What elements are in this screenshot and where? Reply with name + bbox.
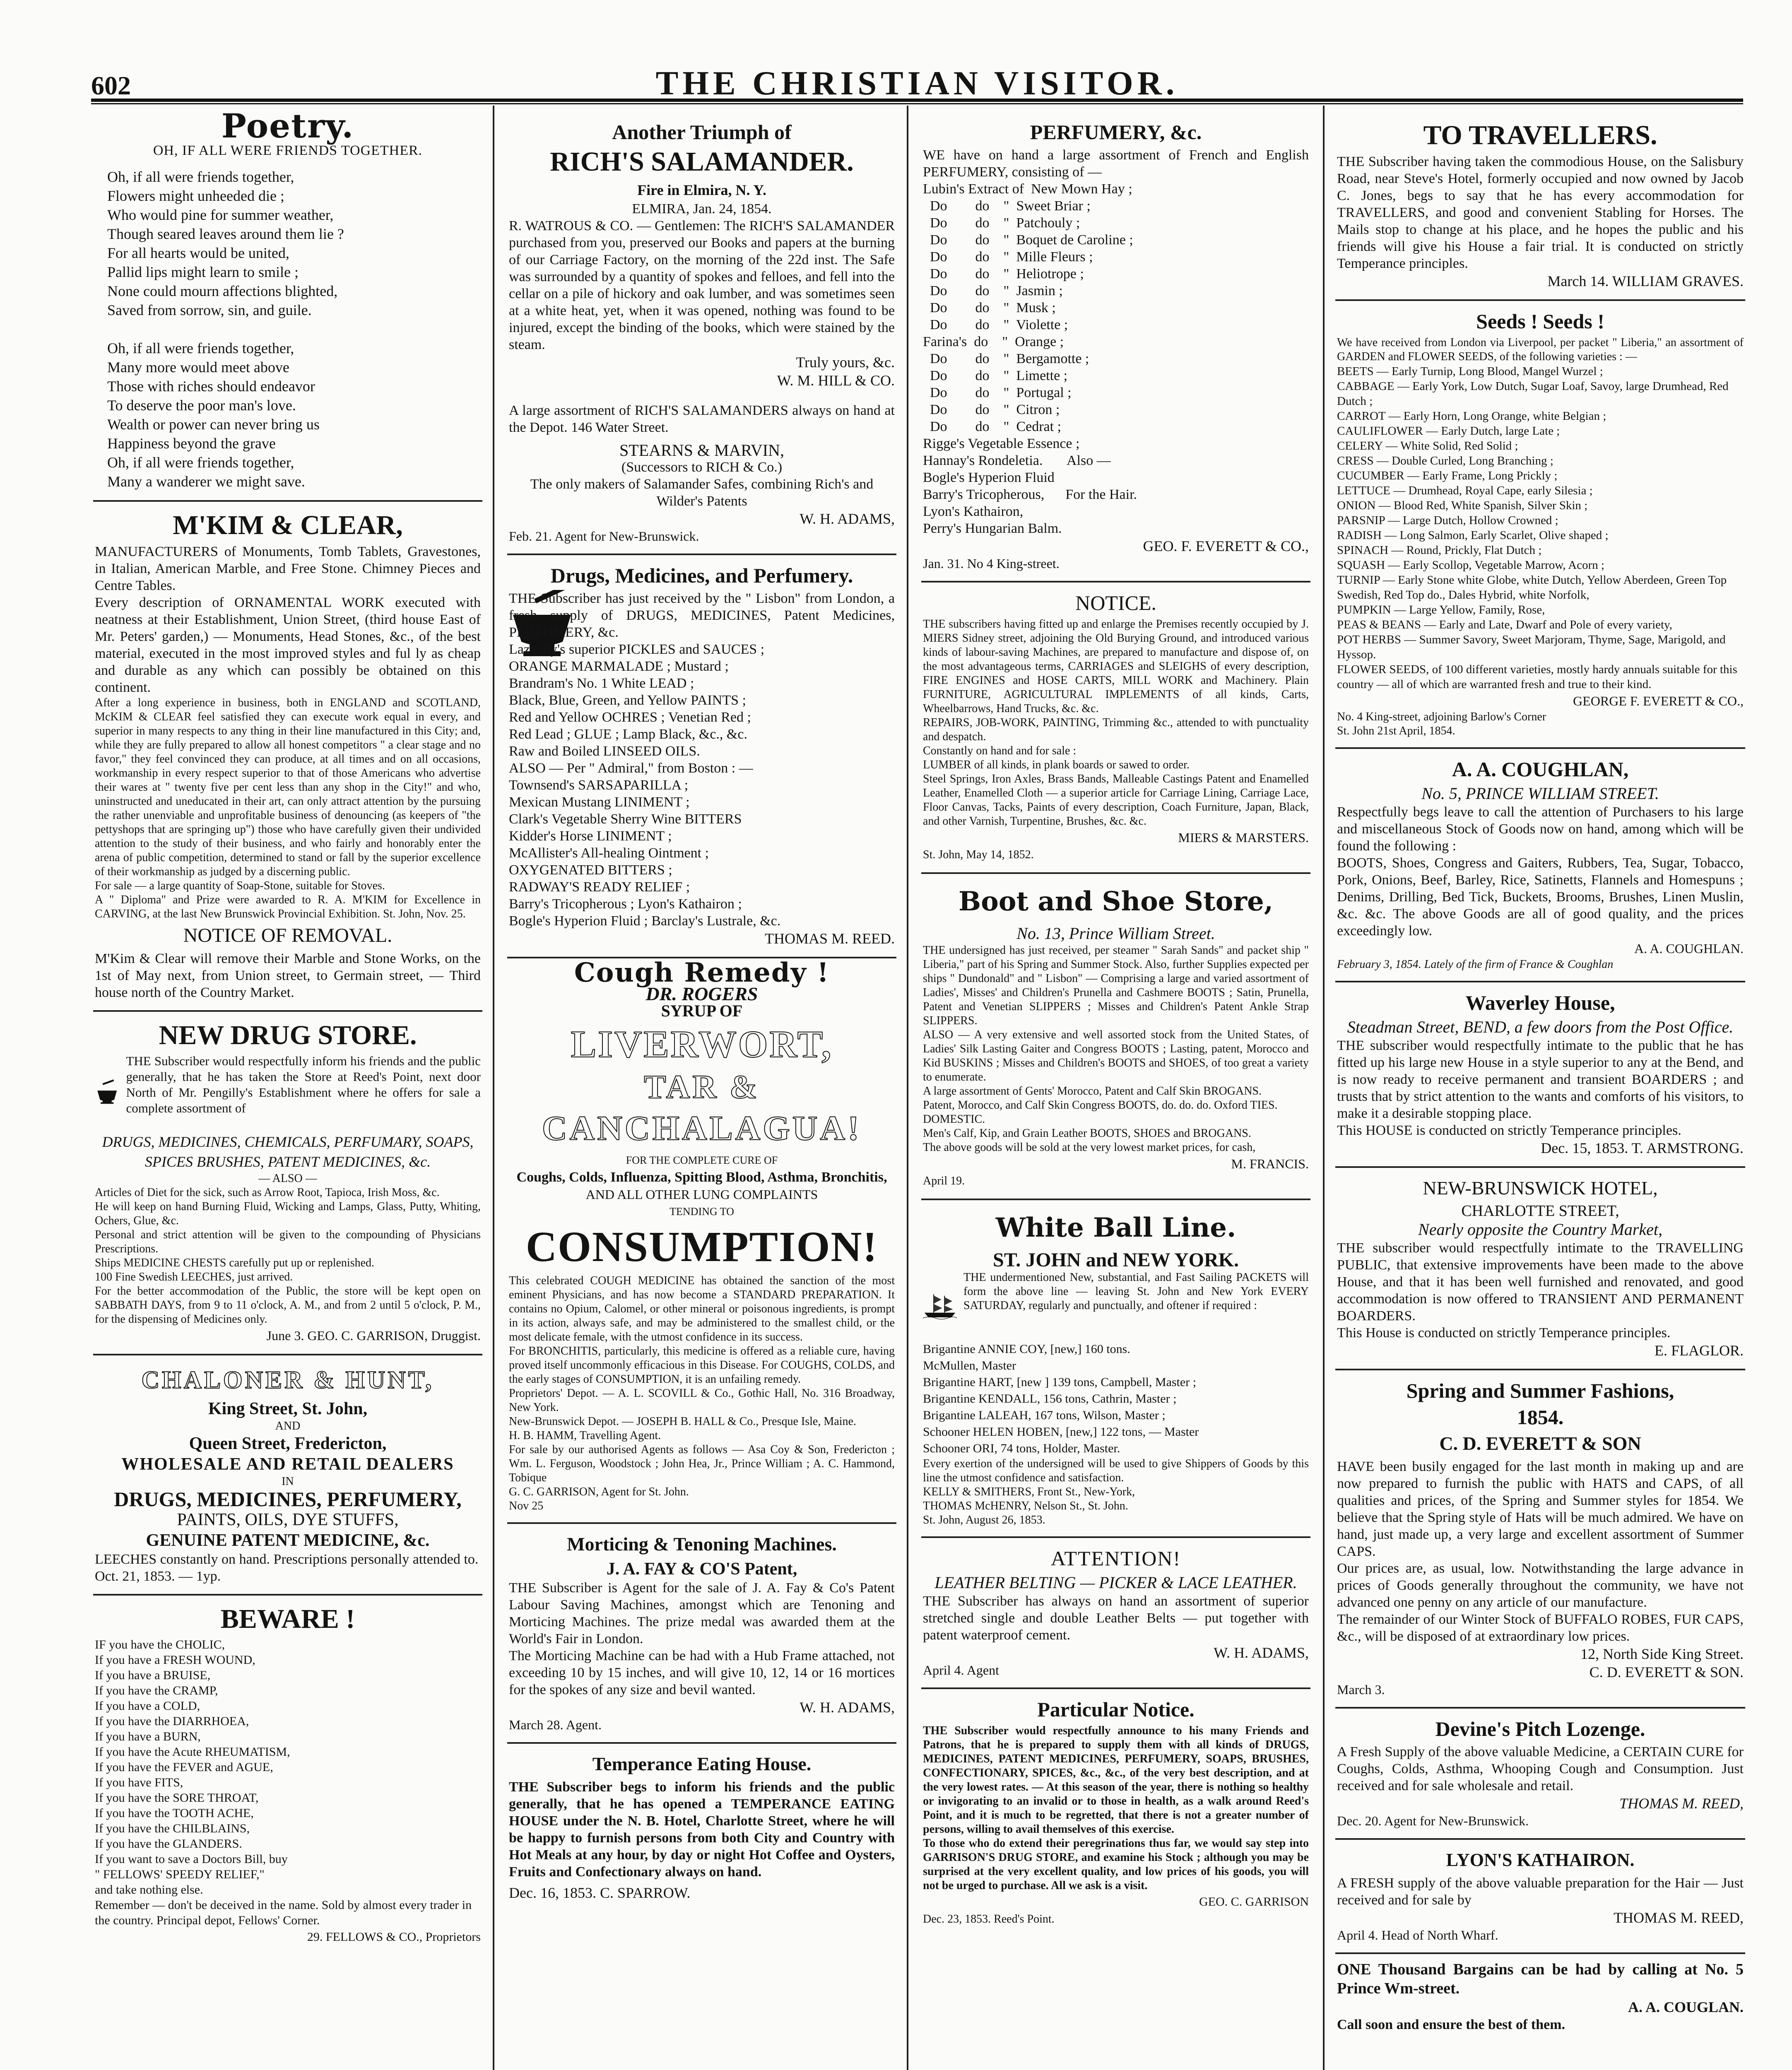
- ad-line: CANCHALAGUA!: [542, 1109, 862, 1148]
- ad-items: DRUGS, MEDICINES, CHEMICALS, PERFUMARY, SOAPS, SPICES BRUSHES, PATENT MEDICINES, &c.: [102, 1134, 474, 1170]
- ad-body-small: Every exertion of the undersigned will be used to give Shippers of Goods by this line the utmost confidence and satisfaction. KELLY & SMITHERS, Front St., New-York, THOMAS McHENRY, Nelson St., St. John. St. John, August 26, 1853.: [923, 1457, 1309, 1526]
- ad-signature: THOMAS M. REED,: [1619, 1795, 1744, 1812]
- ad-heading: M'KIM & CLEAR,: [173, 510, 403, 540]
- ad-date: St. John, May 14, 1852.: [923, 848, 1034, 861]
- cough-remedy-ad: [507, 958, 896, 1524]
- ad-subheading: CHARLOTTE STREET,: [1461, 1202, 1619, 1220]
- ad-heading: Morticing & Tenoning Machines.: [567, 1533, 837, 1555]
- ad-body: Call soon and ensure the best of them.: [1337, 2017, 1565, 2032]
- column-2: [507, 112, 896, 2070]
- ad-line: LIVERWORT,: [571, 1023, 833, 1065]
- ad-subheading: No. 5, PRINCE WILLIAM STREET.: [1421, 784, 1659, 803]
- ad-list: Lubin's Extract of New Mown Hay ; Do do " Sweet Briar ; Do do " Patchouly ; Do do " Boquet de Caroline ; Do do " Mille Fleurs ; Do do " Heliotrope ; Do do " Jasmin ; Do do " Musk ; Do do " Violette ; Farina's do " Orange ; Do do " Bergamotte ; Do do " Limette ; Do do " Portugal ; Do do " Citron ; Do do " Cedrat ; Rigge's Vegetable Essence ; Hannay's Rondeletia. Also — Bogle's Hyperion Fluid Barry's Tricopherous, For the Hair. Lyon's Kathairon, Perry's Hungarian Balm.: [923, 181, 1137, 536]
- removal-body: M'Kim & Clear will remove their Marble and Stone Works, on the 1st of May next, from Union street, to Germain street, — Third house north of the Country Market.: [95, 951, 481, 1000]
- ad-line: King Street, St. John,: [208, 1399, 368, 1418]
- ad-signature: March 14. WILLIAM GRAVES.: [1547, 273, 1744, 289]
- seeds-ad: [1335, 301, 1745, 749]
- ad-signature: W. H. ADAMS,: [800, 510, 895, 527]
- mortice-machines-ad: [507, 1524, 896, 1744]
- particular-notice-ad: [921, 1689, 1310, 1937]
- travellers-ad: [1335, 112, 1745, 301]
- ad-illustration: [509, 985, 895, 1148]
- ad-signature: Truly yours, &c. W. M. HILL & CO.: [777, 354, 895, 389]
- ad-body: A FRESH supply of the above valuable preparation for the Hair — Just received and for sale by: [1337, 1875, 1744, 1908]
- ad-line: IN: [282, 1475, 294, 1488]
- ad-signature: MIERS & MARSTERS.: [1178, 830, 1309, 845]
- ad-subheading: ST. JOHN and NEW YORK.: [993, 1249, 1239, 1271]
- mkim-ad: [93, 502, 482, 1012]
- carriage-notice-ad: [921, 582, 1310, 874]
- newspaper-title: THE CHRISTIAN VISITOR.: [655, 64, 1179, 102]
- ad-heading: White Ball Line.: [995, 1212, 1236, 1243]
- ad-subheading: Steadman Street, BEND, a few doors from the Post Office.: [1347, 1018, 1734, 1036]
- ad-signature: A. A. COUGLAN.: [1628, 1999, 1744, 2015]
- poetry-heading: Poetry.: [221, 112, 354, 145]
- ad-line: GENUINE PATENT MEDICINE, &c.: [146, 1531, 430, 1550]
- ad-body-small: This celebrated COUGH MEDICINE has obtained the sanction of the most eminent Physicians, and has now become a STANDARD PREPARATION. It contains no Opium, Calomel, or other mineral or poisonous ingredients, is prompt in its action, always safe, and may be administered to the smallest child, or the most delicate female, with the utmost confidence in its success. For BRONCHITIS, particularly, this medicine is offered as a reliable cure, having proved itself uncommonly efficacious in this Disease. For COUGHS, COLDS, and the early stages of CONSUMPTION, it is an unfailing remedy. Proprietors' Depot. — A. L. SCOVILL & Co., Gothic Hall, No. 316 Broadway, New York. New-Brunswick Depot. — JOSEPH B. HALL & Co., Presque Isle, Maine. H. B. HAMM, Travelling Agent. For sale by our authorised Agents as follows — Asa Coy & Son, Fredericton ; Wm. L. Ferguson, Woodstock ; John Hea, Jr., Prince William ; A. C. Hammond, Tobique G. C. GARRISON, Agent for St. John. Nov 25: [509, 1274, 895, 1512]
- page-number: 602: [91, 71, 131, 100]
- ad-signature: W. H. ADAMS,: [800, 1699, 895, 1716]
- ad-line: AND ALL OTHER LUNG COMPLAINTS: [585, 1187, 818, 1202]
- column-divider: [907, 106, 908, 2070]
- ad-heading: CHALONER & HUNT,: [141, 1366, 434, 1394]
- temperance-house-ad: [507, 1744, 896, 1910]
- kathairon-ad: [1335, 1840, 1745, 1954]
- ad-subheading: LEATHER BELTING — PICKER & LACE LEATHER.: [935, 1573, 1297, 1592]
- ad-body: THE subscriber would respectfully intimate to the TRAVELLING PUBLIC, that extensive improvements have been made to the above House, and that it has been well furnished and renovated, and good accommodation is now offered to TRANSIENT AND PERMANENT BOARDERS. This House is conducted on strictly Temperance principles.: [1337, 1240, 1744, 1341]
- ad-line: TAR &: [644, 1069, 760, 1105]
- ad-line: The only makers of Salamander Safes, combining Rich's and Wilder's Patents: [530, 477, 874, 509]
- ad-list: IF you have the CHOLIC, If you have a FRESH WOUND, If you have a BRUISE, If you have the CRAMP, If you have a COLD, If you have the DIARRHOEA, If you have a BURN, If you have the Acute RHEUMATISM, If you have the FEVER and AGUE, If you have FITS, If you have the SORE THROAT, If you have the TOOTH ACHE, If you have the CHILBLAINS, If you have the GLANDERS. If you want to save a Doctors Bill, buy " FELLOWS' SPEEDY RELIEF," and take nothing else. Remember — don't be deceived in the name. Sold by almost every trader in the country. Principal depot, Fellows' Corner.: [95, 1638, 472, 1927]
- ad-date: ELMIRA, Jan. 24, 1854.: [632, 201, 772, 217]
- ad-date: February 3, 1854. Lately of the firm of France & Coughlan: [1337, 958, 1614, 971]
- ad-body-small: After a long experience in business, both in ENGLAND and SCOTLAND, McKIM & CLEAR feel satisfied they can execute work equal in every, and superior in many respects to any thing in their line manufactured in this City; and, while they are fully prepared to allow all honest competitors " a clear stage and no favor," they feel convinced they can produce, at all times and on all occasions, workmanship in every respect superior to that of those Americans who advertise their wares at " twenty five per cent less than any shop in the City!" and who, uninstructed and uneducated in their art, can only attract attention by the pursuing the rather unenviable and unprofitable business of denouncing (as keepers of "the pettyshops that are springing up") those who have carefully given their undivided attention to the study of their business, and who fairly and honorably enter the arena of public competition, determined to stand or fall by the superior excellence of their workmanship as judged by a discerning public. For sale — a large quantity of Soap-Stone, suitable for Stoves. A " Diploma" and Prize were awarded to R. A. M'KIM for Excellence in CARVING, at the last New Brunswick Provincial Exhibition. St. John, Nov. 25.: [95, 696, 481, 920]
- ad-date: March 3.: [1337, 1682, 1385, 1697]
- ad-signature: Dec. 15, 1853. T. ARMSTRONG.: [1541, 1140, 1744, 1156]
- ad-heading: Cough Remedy !: [574, 957, 830, 988]
- ad-date: April 4. Head of North Wharf.: [1337, 1928, 1498, 1942]
- ad-heading: Temperance Eating House.: [592, 1753, 812, 1774]
- column-divider: [1323, 106, 1325, 2070]
- ad-also: — ALSO —: [258, 1172, 317, 1185]
- column-3: [921, 112, 1310, 2070]
- ad-date: Dec. 23, 1853. Reed's Point.: [923, 1913, 1055, 1926]
- removal-heading: NOTICE OF REMOVAL.: [183, 924, 393, 946]
- ad-date: March 28. Agent.: [509, 1717, 602, 1732]
- bargains-ad: [1335, 1954, 1745, 2042]
- sailing-ship-icon: [923, 1271, 957, 1341]
- ad-line: SYRUP OF: [661, 1001, 743, 1020]
- ad-body: MANUFACTURERS of Monuments, Tomb Tablets, Gravestones, in Italian, American Marble, and Free Stone. Chimney Pieces and Centre Tables. Every description of ORNAMENTAL WORK executed with neatness at their Establishment, Union Street, (third house East of Mr. Peters' garden,) — Monuments, Head Stones, &c., of the best material, executed in the most improved styles and ful ly as cheap and durable as any which can possibly be obtained on this continent.: [95, 544, 481, 695]
- reed-drugs-ad: [507, 555, 896, 958]
- ad-heading: PERFUMERY, &c.: [1030, 120, 1202, 144]
- ad-body: THE Subscriber is Agent for the sale of J. A. Fay & Co's Patent Labour Saving Machines, amongst which are Tenoning and Morticing Machines. The prize medal was awarded them at the World's Fair in London. The Morticing Machine can be had with a Hub Frame attached, not exceeding 10 by 15 inches, and will give 10, 12, 14 or 16 mortices for the spokes of any size and bevil wanted.: [509, 1580, 895, 1697]
- fashions-ad: [1335, 1370, 1745, 1709]
- ad-heading: LYON'S KATHAIRON.: [1446, 1850, 1635, 1870]
- ad-date: No. 4 King-street, adjoining Barlow's Corner St. John 21st April, 1854.: [1337, 710, 1546, 737]
- ad-line: STEARNS & MARVIN,: [619, 441, 784, 460]
- ad-line: DRUGS, MEDICINES, PERFUMERY,: [114, 1488, 462, 1511]
- masthead: [91, 62, 1743, 112]
- poem-text: Oh, if all were friends together, Flowers might unheeded die ; Who would pine for summer weather, Though seared leaves around them lie ? For all hearts would be united, Pallid lips might learn to smile ; None could mourn affections blighted, Saved from sorrow, sin, and guile. Oh, if all were friends together, Many more would meet above Those with riches should endeavor To deserve the poor man's love. Wealth or power can never bring us Happiness beyond the grave Oh, if all were friends together, Many a wanderer we might save.: [107, 168, 344, 490]
- ad-signature: 12, North Side King Street. C. D. EVERETT & SON.: [1580, 1646, 1744, 1680]
- ad-body-small: Articles of Diet for the sick, such as Arrow Root, Tapioca, Irish Moss, &c. He will keep on hand Burning Fluid, Wicking and Lamps, Glass, Putty, Whiting, Ochers, Glue, &c. Personal and strict attention will be given to the compounding of Physicians Prescriptions. Ships MEDICINE CHESTS carefully put up or replenished. 100 Fine Swedish LEECHES, just arrived. For the better accommodation of the Public, the store will be kept open on SABBATH DAYS, from 9 to 11 o'clock, A. M., and from 2 until 5 o'clock, P. M., for the dispensing of Medicines only.: [95, 1186, 481, 1326]
- nb-hotel-ad: [1335, 1168, 1745, 1370]
- ad-heading: RICH'S SALAMANDER.: [550, 147, 854, 177]
- ad-body: ONE Thousand Bargains can be had by calling at No. 5 Prince Wm-street.: [1337, 1961, 1744, 1997]
- ad-body: A large assortment of RICH'S SALAMANDERS always on hand at the Depot. 146 Water Street.: [509, 403, 895, 435]
- ad-body-small: THE Subscriber would respectfully announce to his many Friends and Patrons, that he is prepared to supply them with all kinds of DRUGS, MEDICINES, PATENT MEDICINES, PERFUMERY, SOAPS, BRUSHES, CONFECTIONARY, SPICES, &c., &c., of the very best description, and at the very lowest rates. — At this season of the year, there is nothing so healthy or invigorating to an invalid or to those in health, as a walk around Reed's Point, and it is much to be regretted, that there is not a greater number of persons, willing to avail themselves of this exercise. To those who do extend their peregrinations thus far, we would say step into GARRISON'S DRUG STORE, and examine his Stock ; although you may be surprised at the very excellent quality, and low prices of his goods, you will not be urged to purchase. All we ask is a visit.: [923, 1724, 1309, 1892]
- ad-signature: THOMAS M. REED,: [1613, 1909, 1744, 1926]
- ad-body: R. WATROUS & CO. — Gentlemen: The RICH'S SALAMANDER purchased from you, preserved our Books and papers at the burning of our Carriage Factory, on the morning of the 22d inst. The Safe was surrounded by a quantity of spokes and felloes, and fell into the cellar on a pile of hickory and oak lumber, and was sometimes seen at a white heat, yet, when it was opened, nothing was found to be injured, except the binding of the books, which were stained by the steam.: [509, 218, 895, 352]
- ad-subheading: C. D. EVERETT & SON: [1439, 1433, 1641, 1454]
- ad-heading: Spring and Summer Fashions,: [1406, 1379, 1674, 1402]
- ad-heading: Seeds ! Seeds !: [1476, 310, 1604, 333]
- chaloner-hunt-ad: [93, 1355, 482, 1596]
- beware-ad: [93, 1596, 482, 1955]
- ad-heading: Devine's Pitch Lozenge.: [1435, 1717, 1645, 1740]
- ad-line: PAINTS, OILS, DYE STUFFS,: [177, 1510, 399, 1529]
- coughlan-ad: [1335, 749, 1745, 982]
- ad-signature: June 3. GEO. C. GARRISON, Druggist.: [266, 1328, 481, 1343]
- ad-line: DR. ROGERS: [646, 983, 758, 1004]
- ad-list: BEETS — Early Turnip, Long Blood, Mangel Wurzel ; CABBAGE — Early York, Low Dutch, Sugar Loaf, Savoy, large Drumhead, Red Dutch ; CARROT — Early Horn, Long Orange, white Belgian ; CAULIFLOWER — Early Dutch, large Late ; CELERY — White Solid, Red Solid ; CRESS — Double Curled, Long Branching ; CUCUMBER — Early Frame, Long Prickly ; LETTUCE — Drumhead, Royal Cape, early Silesia ; ONION — Blood Red, White Spanish, Silver Skin ; PARSNIP — Large Dutch, Hollow Crowned ; RADISH — Long Salmon, Early Scarlet, Olive shaped ; SPINACH — Round, Prickly, Flat Dutch ; SQUASH — Early Scollop, Vegetable Marrow, Acorn ; TURNIP — Early Stone white Globe, white Dutch, Yellow Aberdeen, Green Top Swedish, Red Top do., Dales Hybrid, white Norfolk, PUMPKIN — Large Yellow, Family, Rose, PEAS & BEANS — Early and Late, Dwarf and Pole of every variety, POT HERBS — Summer Savory, Sweet Marjoram, Thyme, Sage, Marigold, and Hyssop. FLOWER SEEDS, of 100 different varieties, mostly hardy annuals suitable for this country — all of which are warranted fresh and true to their kind.: [1337, 365, 1737, 691]
- ad-heading: Another Triumph of: [612, 120, 792, 144]
- ad-body: THE subscriber would respectfully intimate to the public that he has fitted up his large new House in a style superior to any at the Bend, and is now ready to receive permanent and transient BOARDERS ; and trusts that by strict attention to the wants and comforts of his visitors, to make it a desirable stopping place. This HOUSE is conducted on strictly Temperance principles.: [1337, 1038, 1744, 1138]
- ad-line: AND: [275, 1420, 301, 1432]
- ad-intro: WE have on hand a large assortment of French and English PERFUMERY, consisting of —: [923, 147, 1309, 180]
- mortar-pestle-icon: [95, 1053, 119, 1132]
- white-ball-line-ad: [921, 1200, 1310, 1538]
- column-1: [93, 112, 482, 2070]
- perfumery-ad: [921, 112, 1310, 582]
- salamander-ad: [507, 112, 896, 555]
- column-divider: [493, 106, 494, 2070]
- ad-heading: NEW DRUG STORE.: [159, 1020, 417, 1050]
- ad-signature: THOMAS M. REED.: [764, 930, 895, 947]
- ad-heading: Particular Notice.: [1037, 1698, 1195, 1721]
- ad-signature: M. FRANCIS.: [1231, 1156, 1309, 1171]
- ad-date: Dec. 16, 1853. C. SPARROW.: [509, 1885, 691, 1901]
- column-4: [1335, 112, 1745, 2070]
- ad-body-small: THE undermentioned New, substantial, and Fast Sailing PACKETS will form the above line — leaving St. John and New York EVERY SATURDAY, regularly and punctually, and oftener if required :: [963, 1271, 1309, 1312]
- ad-line: (Successors to RICH & Co.): [621, 460, 783, 475]
- ad-subheading: No. 13, Prince William Street.: [1016, 924, 1215, 943]
- ad-signature: W. H. ADAMS,: [1214, 1644, 1309, 1661]
- ad-heading: Waverley House,: [1465, 991, 1615, 1014]
- ad-signature: E. FLAGLOR.: [1655, 1342, 1744, 1359]
- ad-heading: A. A. COUGHLAN,: [1452, 758, 1629, 781]
- ad-signature: GEO. C. GARRISON: [1199, 1895, 1309, 1909]
- ad-heading: NOTICE.: [1075, 591, 1156, 614]
- ad-signature: GEO. F. EVERETT & CO.,: [1143, 538, 1309, 554]
- ad-heading: Boot and Shoe Store,: [959, 886, 1273, 917]
- ad-signature: GEORGE F. EVERETT & CO.,: [1573, 693, 1744, 708]
- ad-body: THE Subscriber having taken the commodious House, on the Salisbury Road, near Steve's Hotel, formerly occupied and now owned by Jacob C. Jones, begs to say that he has every accommodation for TRAVELLERS, and good and convenient Stabling for Horses. The Mails stop to change at his place, and he hopes the public and his friends will give his House a fair trial. It is conducted on strictly Temperance principles.: [1337, 154, 1744, 271]
- drug-store-ad: [93, 1012, 482, 1355]
- ad-date: April 4. Agent: [923, 1663, 999, 1678]
- ad-heading: Drugs, Medicines, and Perfumery.: [550, 564, 853, 587]
- ad-line: Fire in Elmira, N. Y.: [637, 182, 766, 198]
- ad-body-small: THE subscribers having fitted up and enlarge the Premises recently occupied by J. MIERS Sidney street, adjoining the Old Burying Ground, and introduced various kinds of labour-saving Machines, are prepared to manufacture and dispose of, on the most advantageous terms, CARRIAGES and SLEIGHS of every description, FIRE ENGINES and HOSE CARTS, MILL WORK and Machinery. Plain FURNITURE, AGRICULTURAL IMPLEMENTS of all kinds, Carts, Wheelbarrows, Hand Trucks, &c. &c. REPAIRS, JOB-WORK, PAINTING, Trimming &c., attended to with punctuality and despatch. Constantly on hand and for sale : LUMBER of all kinds, in plank boards or sawed to order. Steel Springs, Iron Axles, Brass Bands, Malleable Castings Patent and Enamelled Leather, Enamelled Cloth — a superior article for Carriage Lining, Carriage Lace, Floor Canvas, Tacks, Paints of every description, Coach Furniture, Japan, Black, and other Varnish, Turpentine, Brushes, &c. &c.: [923, 618, 1309, 828]
- boot-shoe-ad: [921, 874, 1310, 1200]
- ad-heading: 1854.: [1517, 1406, 1564, 1429]
- ad-intro: We have received from London via Liverpool, per packet " Liberia," an assortment of GARDEN and FLOWER SEEDS, of the following varieties : —: [1337, 336, 1744, 363]
- ad-body: HAVE been busily engaged for the last month in making up and are now prepared to furnish the public with HATS and CAPS, of all qualities and prices, of the Spring and Summer styles for 1854. We believe that the Spring style of Hats will be much admired. We have on hand, just made up, a very large and excellent assortment of Summer CAPS. Our prices are, as usual, low. Notwithstanding the large advance in prices of Goods generally throughout the community, we have not advanced one penny on any article of our manufacture. The remainder of our Winter Stock of BUFFALO ROBES, FUR CAPS, &c., will be disposed of at extraordinary low prices.: [1337, 1459, 1744, 1644]
- ad-date: Dec. 20. Agent for New-Brunswick.: [1337, 1813, 1529, 1828]
- attention-ad: [921, 1538, 1310, 1689]
- ad-body: A Fresh Supply of the above valuable Medicine, a CERTAIN CURE for Coughs, Colds, Asthma, Whooping Cough and Consumption. Just received and for sale wholesale and retail.: [1337, 1744, 1744, 1793]
- ad-heading: TO TRAVELLERS.: [1423, 120, 1657, 150]
- ad-body: LEECHES constantly on hand. Prescriptions personally attended to. Oct. 21, 1853. — 1yp.: [95, 1552, 479, 1584]
- ad-line: Queen Street, Fredericton,: [189, 1434, 387, 1453]
- poem-title: OH, IF ALL WERE FRIENDS TOGETHER.: [153, 143, 423, 158]
- ad-heading: ATTENTION!: [1050, 1547, 1181, 1570]
- ad-date: Feb. 21. Agent for New-Brunswick.: [509, 529, 699, 544]
- waverley-ad: [1335, 982, 1745, 1168]
- ad-heading: NEW-BRUNSWICK HOTEL,: [1423, 1177, 1658, 1199]
- ad-subheading: J. A. FAY & CO'S Patent,: [606, 1560, 797, 1579]
- ad-date: April 19.: [923, 1175, 965, 1187]
- ad-body: THE Subscriber has just received by the " Lisbon" from London, a fresh supply of DRUGS, MEDICINES, Patent Medicines, PERFUMERY, &c. Lazenby's superior PICKLES and SAUCES ; ORANGE MARMALADE ; Mustard ; Brandram's No. 1 White LEAD ; Black, Blue, Green, and Yellow PAINTS ; Red and Yellow OCHRES ; Venetian Red ; Red Lead ; GLUE ; Lamp Black, &c., &c. Raw and Boiled LINSEED OILS. ALSO — Per " Admiral," from Boston : — Townsend's SARSAPARILLA ; Mexican Mustang LINIMENT ; Clark's Vegetable Sherry Wine BITTERS Kidder's Horse LINIMENT ; McAllister's All-healing Ointment ; OXYGENATED BITTERS ; RADWAY'S READY RELIEF ; Barry's Tricopherous ; Lyon's Kathairon ; Bogle's Hyperion Fluid ; Barclay's Lustrale, &c.: [509, 591, 895, 929]
- ad-line: FOR THE COMPLETE CURE OF: [626, 1154, 778, 1166]
- ad-subheading: Nearly opposite the Country Market,: [1418, 1220, 1662, 1239]
- ad-line: TENDING TO: [670, 1206, 734, 1218]
- masthead-rule: [91, 99, 1743, 104]
- ad-body-small: THE undersigned has just received, per steamer " Sarah Sands" and packet ship " Liberia," part of his Spring and Summer Stock. Also, further Supplies expected per ships " Dundonald" and " Lisbon" — Comprising a large and varied assortment of Ladies', Misses' and Children's Prunella and Cashmere BOOTS ; Satin, Prunella, Patent and Venetian SLIPPERS ; Misses and Children's Patent Ankle Strap SLIPPERS. ALSO — A very extensive and well assorted stock from the United States, of Ladies' Silk Lasting Gaiter and Congress BOOTS ; Lasting, patent, Morocco and Kid BUSKINS ; Misses and Children's BOOTS and SHOES, of too great a variety to enumerate. A large assortment of Gents' Morocco, Patent and Calf Skin BROGANS. Patent, Morocco, and Calf Skin Congress BOOTS, do. do. do. Oxford TIES. DOMESTIC. Men's Calf, Kip, and Grain Leather BOOTS, SHOES and BROGANS. The above goods will be sold at the very lowest market prices, for cash,: [923, 944, 1309, 1154]
- ad-list: Brigantine ANNIE COY, [new,] 160 tons. McMullen, Master Brigantine HART, [new ] 139 tons, Campbell, Master ; Brigantine KENDALL, 156 tons, Cathrin, Master ; Brigantine LALEAH, 167 tons, Wilson, Master ; Schooner HELEN HOBEN, [new,] 122 tons, — Master Schooner ORI, 74 tons, Holder, Master.: [923, 1342, 1199, 1455]
- ad-heading-large: CONSUMPTION!: [525, 1223, 878, 1271]
- poetry-section: [93, 112, 482, 502]
- ad-body: THE Subscriber has always on hand an assortment of superior stretched single and double Leather Belts — put together with patent waterproof cement.: [923, 1593, 1309, 1643]
- ad-body: Respectfully begs leave to call the attention of Purchasers to his large and miscellaneous Stock of Goods now on hand, among which will be found the following : BOOTS, Shoes, Congress and Gaiters, Rubbers, Tea, Sugar, Tobacco, Pork, Onions, Beef, Barley, Rice, Satinetts, Flannels and Homespuns ; Denims, Drilling, Bed Tick, Buckets, Brooms, Brushes, Linen Muslin, &c. &c. The above Goods are all of good quality, and the prices exceedingly low.: [1337, 804, 1744, 939]
- ad-line: Coughs, Colds, Influenza, Spitting Blood, Asthma, Bronchitis,: [516, 1170, 887, 1185]
- ad-body: THE Subscriber would respectfully inform his friends and the public generally, that he has taken the Store at Reed's Point, next door North of Mr. Pengilly's Establishment where he offers for sale a complete assortment of: [126, 1054, 481, 1115]
- pitch-lozenge-ad: [1335, 1709, 1745, 1840]
- ad-heading: BEWARE !: [220, 1604, 355, 1634]
- ad-body: THE Subscriber begs to inform his friends and the public generally, that he has opened a TEMPERANCE EATING HOUSE under the N. B. Hotel, Charlotte Street, where he will be happy to furnish persons from both City and Country with Hot Meals at any hour, by day or night Hot Coffee and Oysters, Fruits and Confectionary always on hand.: [509, 1779, 895, 1880]
- ad-date: Jan. 31. No 4 King-street.: [923, 556, 1060, 571]
- ad-signature: A. A. COUGHLAN.: [1634, 941, 1744, 956]
- ad-signature: 29. FELLOWS & CO., Proprietors: [307, 1930, 481, 1944]
- ad-line: WHOLESALE AND RETAIL DEALERS: [121, 1455, 454, 1474]
